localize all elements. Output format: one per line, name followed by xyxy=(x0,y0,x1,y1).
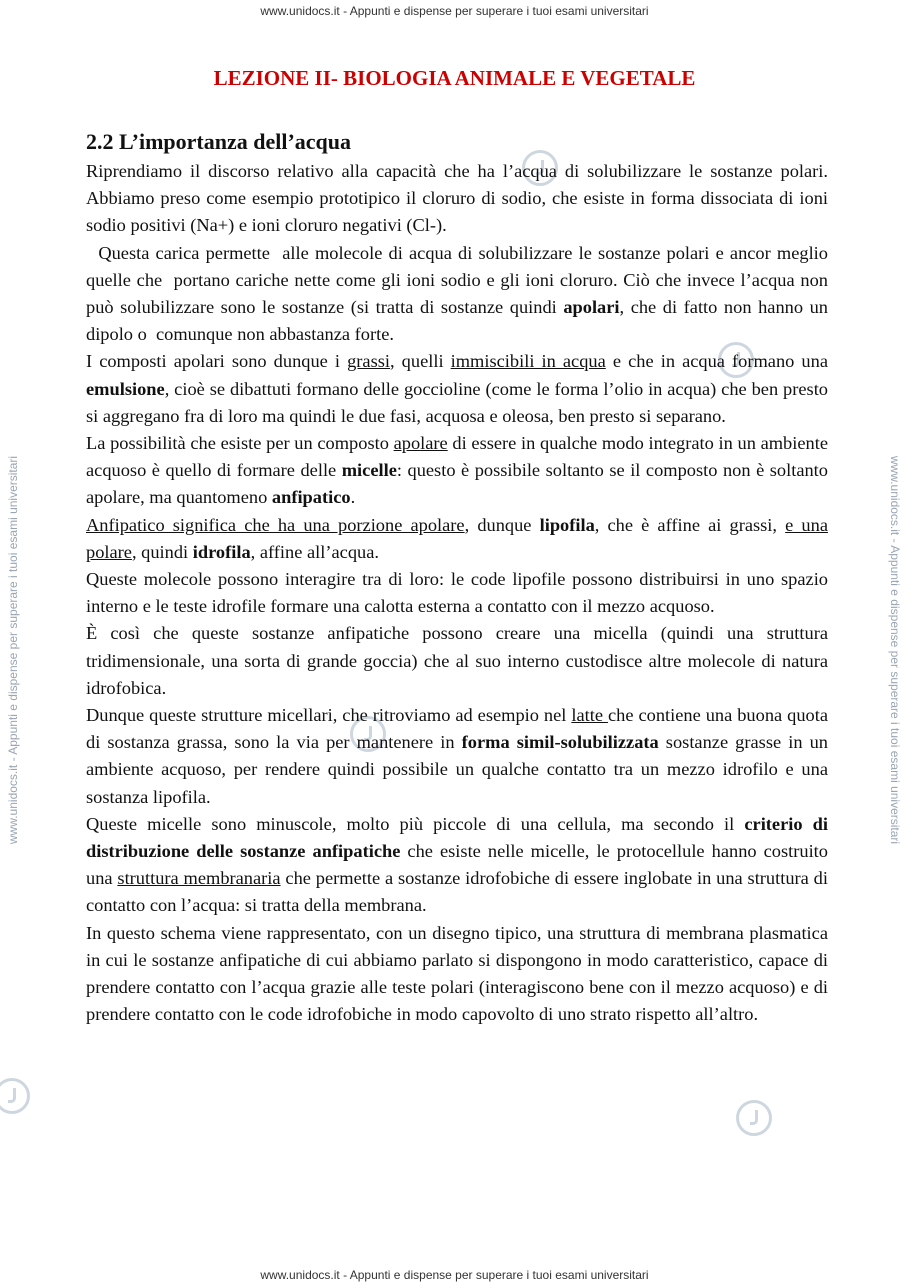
paragraph xyxy=(86,811,828,920)
unidocs-logo-icon xyxy=(0,1078,30,1114)
text-run: Dunque queste strutture micellari, che ritroviamo ad esempio nel xyxy=(86,705,572,726)
text-run: , dunque xyxy=(464,514,540,535)
text-run: che esiste nelle micelle, le protocellule hanno costruito una xyxy=(86,841,828,889)
text-run: Queste micelle sono minuscole, molto più piccole di una cellula, ma secondo il xyxy=(86,813,745,834)
bold-term: idrofila xyxy=(192,541,251,562)
text-run: I composti apolari sono dunque i xyxy=(86,351,348,372)
paragraph: Riprendiamo il discorso relativo alla capacità che ha l’acqua di solubilizzare le sostanze polari. Abbiamo preso come esempio prototipico il cloruro di sodio, che esiste in forma dissociata di ioni sodio positivi (Na+) e ioni cloruro negativi (Cl-). xyxy=(86,161,828,236)
underlined-term: latte xyxy=(571,705,608,726)
bold-term: emulsione xyxy=(86,378,165,399)
watermark-bottom: www.unidocs.it - Appunti e dispense per superare i tuoi esami universitari xyxy=(260,1268,649,1282)
text-run: , quindi xyxy=(131,541,193,562)
paragraph: In questo schema viene rappresentato, con un disegno tipico, una struttura di membrana plasmatica in cui le sostanze anfipatiche di cui abbiamo parlato si dispongono in modo caratteristico, capace di prendere contatto con l’acqua grazie alle teste polari (interagiscono bene con il mezzo acquoso) e di prendere contatto con le code idrofobiche in modo capovolto di uno strato rispetto all’altro. xyxy=(86,922,828,1025)
paragraph: Queste molecole possono interagire tra di loro: le code lipofile possono distribuirsi in uno spazio interno e le teste idrofile formare una calotta esterna a contatto con il mezzo acquoso. xyxy=(86,569,828,617)
text-run: , affine all’acqua. xyxy=(250,541,379,562)
underlined-term: struttura membranaria xyxy=(117,868,281,889)
text-run: Questa carica permette alle molecole di acqua di solubilizzare le sostanze polari e ancor meglio quelle che portano cariche nette come gli ioni sodio e gli ioni cloruro. Ciò che invece l’acqua non può solubilizzare sono le sostanze (si tratta di sostanze quindi xyxy=(86,242,833,318)
bold-term: micelle xyxy=(341,460,397,481)
section-title: 2.2 L’importanza dell’acqua xyxy=(86,129,352,154)
text-run: che permette a sostanze idrofobiche di essere inglobate in una struttura di contatto con l’acqua: si tratta della membrana. xyxy=(86,868,828,916)
text-run: , che di fatto non hanno un dipolo o comunque non abbastanza forte. xyxy=(86,297,833,345)
bold-term: forma simil-solubilizzata xyxy=(461,732,659,753)
underlined-term: grassi xyxy=(347,351,390,372)
paragraph xyxy=(86,430,828,512)
underlined-term: e una polare xyxy=(86,514,828,562)
watermark-right: www.unidocs.it - Appunti e dispense per superare i tuoi esami universitari xyxy=(888,455,902,845)
watermark-top: www.unidocs.it - Appunti e dispense per superare i tuoi esami universitari xyxy=(260,4,649,18)
bold-term: lipofila xyxy=(539,514,595,535)
watermark-left: www.unidocs.it - Appunti e dispense per superare i tuoi esami universitari xyxy=(6,455,20,845)
paragraph xyxy=(86,240,833,349)
text-run: , cioè se dibattuti formano delle goccioline (come le forma l’olio in acqua) che ben presto si aggregano fra di loro ma quindi le due fasi, acquosa e oleosa, ben presto si separano. xyxy=(86,378,828,426)
underlined-term: Anfipatico significa che ha una porzione apolare xyxy=(86,514,465,535)
paragraph: È così che queste sostanze anfipatiche possono creare una micella (quindi una struttura tridimensionale, una sorta di grande goccia) che al suo interno custodisce altre molecole di natura idrofobica. xyxy=(86,623,828,698)
text-run: e che in acqua formano una xyxy=(605,351,828,372)
bold-term: anfipatico xyxy=(271,487,351,508)
bold-term: criterio di distribuzione delle sostanze anfipatiche xyxy=(86,813,829,862)
text-run: : questo è possibile soltanto se il composto non è soltanto apolare, ma quantomeno xyxy=(86,460,828,508)
text-run: , che è affine ai grassi, xyxy=(594,514,786,535)
text-run: che contiene una buona quota di sostanza grassa, sono la via per mantenere in xyxy=(86,705,828,753)
underlined-term: apolare xyxy=(393,433,448,454)
text-run: di essere in qualche modo integrato in un ambiente acquoso è quello di formare delle xyxy=(86,433,828,481)
paragraph xyxy=(86,348,828,430)
document-body xyxy=(86,158,833,1029)
text-run: , quelli xyxy=(390,351,451,372)
paragraph xyxy=(86,512,828,566)
text-run: La possibilità che esiste per un composto xyxy=(86,433,394,454)
underlined-term: immiscibili in acqua xyxy=(450,351,606,372)
unidocs-logo-icon xyxy=(736,1100,772,1136)
bold-term: apolari xyxy=(563,297,620,318)
text-run: . xyxy=(350,487,356,508)
text-run: sostanze grasse in un ambiente acquoso, per rendere quindi possibile un qualche contatto tra un mezzo idrofilo e una sostanza lipofila. xyxy=(86,732,828,807)
document-title: LEZIONE II- BIOLOGIA ANIMALE E VEGETALE xyxy=(213,66,696,90)
paragraph xyxy=(86,702,828,811)
